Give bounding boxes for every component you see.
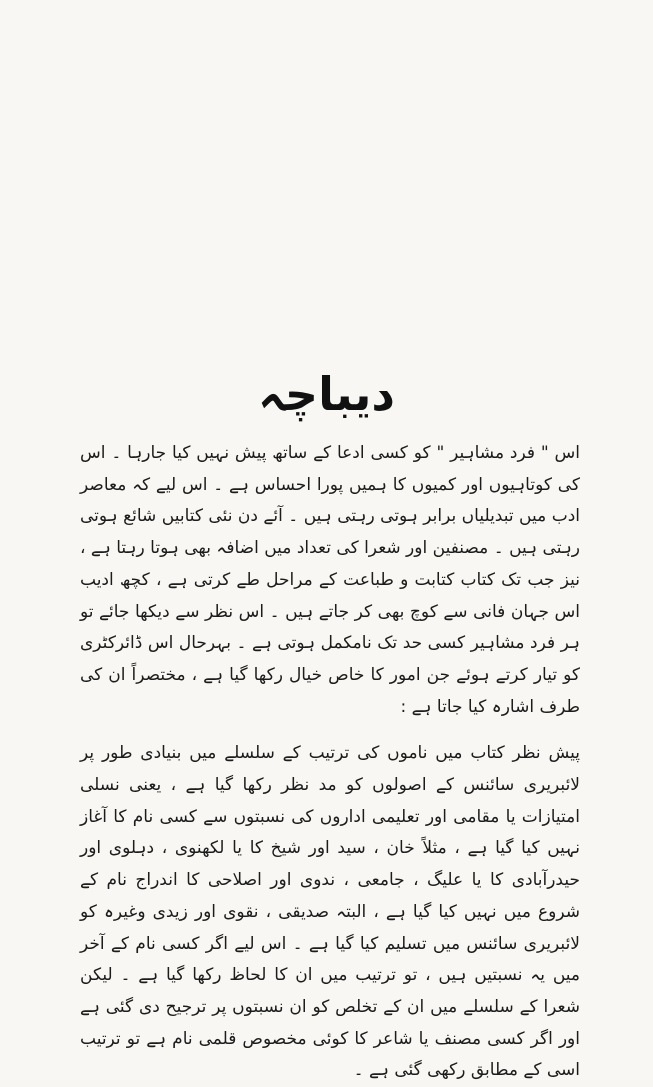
body-text (80, 438, 580, 1087)
paragraph-ordering-rules: پیش نظر کتاب میں ناموں کی ترتیب کے سلسلے میں بنیادی طور پر لائبریری سائنس کے اصولوں کو مد نظر رکھا گیا ہے ، یعنی نسلی امتیازات یا مقامی اور تعلیمی اداروں کی نسبتوں سے کسی نام کا آغاز نہیں کیا گیا ہے ، مثلاً خان ، سید اور شیخ کا یا لکھنوی ، دہلوی اور حیدرآبادی کا یا علیگ ، جامعی ، ندوی اور اصلاحی کا اندراج نام کے شروع میں نہیں کیا گیا ہے ، البتہ صدیقی ، نقوی اور زیدی وغیرہ کو لائبریری سائنس میں تسلیم کیا گیا ہے ۔ اس لیے اگر کسی نام کے آخر میں یہ نسبتیں ہیں ، تو ترتیب میں ان کا لحاظ رکھا گیا ہے ۔ لیکن شعرا کے سلسلے میں ان کے تخلص کو ان نسبتوں پر ترجیح دی گئی ہے اور اگر کسی مصنف یا شاعر کا کوئی مخصوص قلمی نام ہے تو ترتیب اسی کے مطابق رکھی گئی ہے ۔ (80, 743, 580, 1081)
page-title: دیباچہ (257, 366, 396, 421)
paragraph-intro: اس " فرد مشاہیر " کو کسی ادعا کے ساتھ پیش نہیں کیا جارہا ۔ اس کی کوتاہیوں اور کمیوں کا ہمیں پورا احساس ہے ۔ اس لیے کہ معاصر ادب میں تبدیلیاں برابر ہوتی رہتی ہیں ۔ آئے دن نئی کتابیں شائع ہوتی رہتی ہیں ۔ مصنفین اور شعرا کی تعداد میں اضافہ بھی ہوتا رہتا ہے ، نیز جب تک کتاب کتابت و طباعت کے مراحل طے کرتی ہے ، کچھ ادیب اس جہان فانی سے کوچ بھی کر جاتے ہیں ۔ اس نظر سے دیکھا جائے تو ہر فرد مشاہیر کسی حد تک نامکمل ہوتی ہے ۔ بہرحال اس ڈائرکٹری کو تیار کرتے ہوئے جن امور کا خاص خیال رکھا گیا ہے ، مختصراً ان کی طرف اشارہ کیا جاتا ہے : (80, 443, 580, 717)
